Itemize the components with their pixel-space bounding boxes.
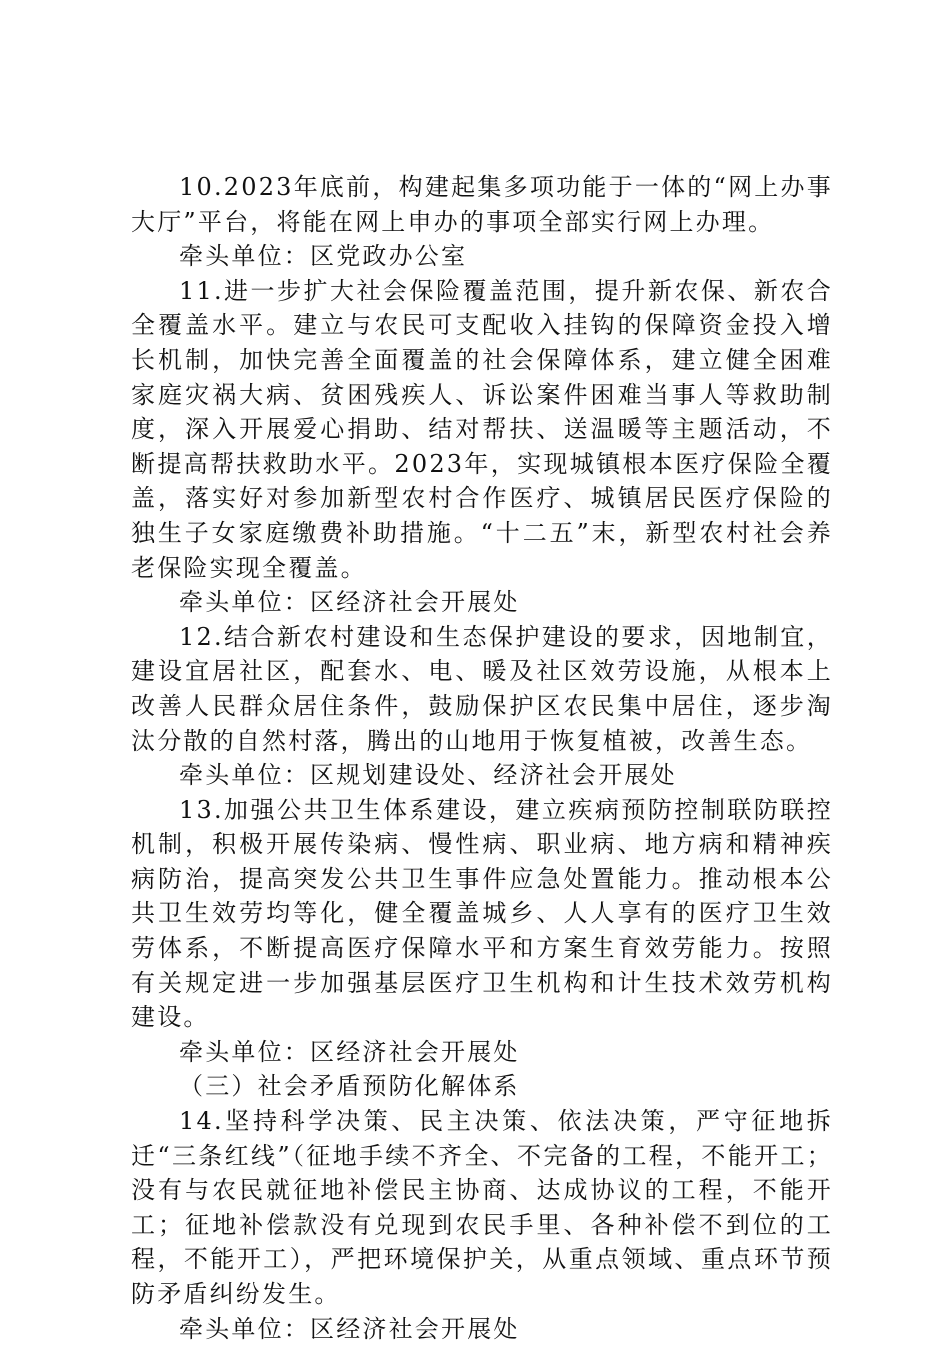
document-body xyxy=(131,170,833,1346)
item-13-lead-unit: 牵头单位：区经济社会开展处 xyxy=(179,1037,520,1066)
item-10-text: 10.2023年底前，构建起集多项功能于一体的“网上办事大厅”平台，将能在网上申办的事项全部实行网上办理。 xyxy=(131,173,833,236)
item-11-text: 11.进一步扩大社会保险覆盖范围，提升新农保、新农合全覆盖水平。建立与农民可支配收入挂钩的保障资金投入增长机制，加快完善全面覆盖的社会保障体系，建立健全困难家庭灾祸大病、贫困残疾人、诉讼案件困难当事人等救助制度，深入开展爱心捐助、结对帮扶、送温暖等主题活动，不断提高帮扶救助水平。2023年，实现城镇根本医疗保险全覆盖，落实好对参加新型农村合作医疗、城镇居民医疗保险的独生子女家庭缴费补助措施。“十二五”末，新型农村社会养老保险实现全覆盖。 xyxy=(131,276,833,582)
item-14-text: 14.坚持科学决策、民主决策、依法决策，严守征地拆迁“三条红线”（征地手续不齐全、不完备的工程，不能开工；没有与农民就征地补偿民主协商、达成协议的工程，不能开工；征地补偿款没有兑现到农民手里、各种补偿不到位的工程，不能开工），严把环境保护关，从重点领域、重点环节预防矛盾纠纷发生。 xyxy=(131,1107,833,1308)
section-heading: （三）社会矛盾预防化解体系 xyxy=(179,1072,520,1101)
item-11-lead-unit: 牵头单位：区经济社会开展处 xyxy=(179,588,520,617)
item-12-lead-unit: 牵头单位：区规划建设处、经济社会开展处 xyxy=(179,761,677,790)
item-13-text: 13.加强公共卫生体系建设，建立疾病预防控制联防联控机制，积极开展传染病、慢性病、职业病、地方病和精神疾病防治，提高突发公共卫生事件应急处置能力。推动根本公共卫生效劳均等化，健全覆盖城乡、人人享有的医疗卫生效劳体系，不断提高医疗保障水平和方案生育效劳能力。按照有关规定进一步加强基层医疗卫生机构和计生技术效劳机构建设。 xyxy=(131,795,833,1032)
item-14-lead-unit: 牵头单位：区经济社会开展处 xyxy=(179,1314,520,1343)
item-12-text: 12.结合新农村建设和生态保护建设的要求，因地制宜，建设宜居社区，配套水、电、暖及社区效劳设施，从根本上改善人民群众居住条件，鼓励保护区农民集中居住，逐步淘汰分散的自然村落，腾出的山地用于恢复植被，改善生态。 xyxy=(131,622,833,755)
item-10-lead-unit: 牵头单位：区党政办公室 xyxy=(179,242,468,271)
